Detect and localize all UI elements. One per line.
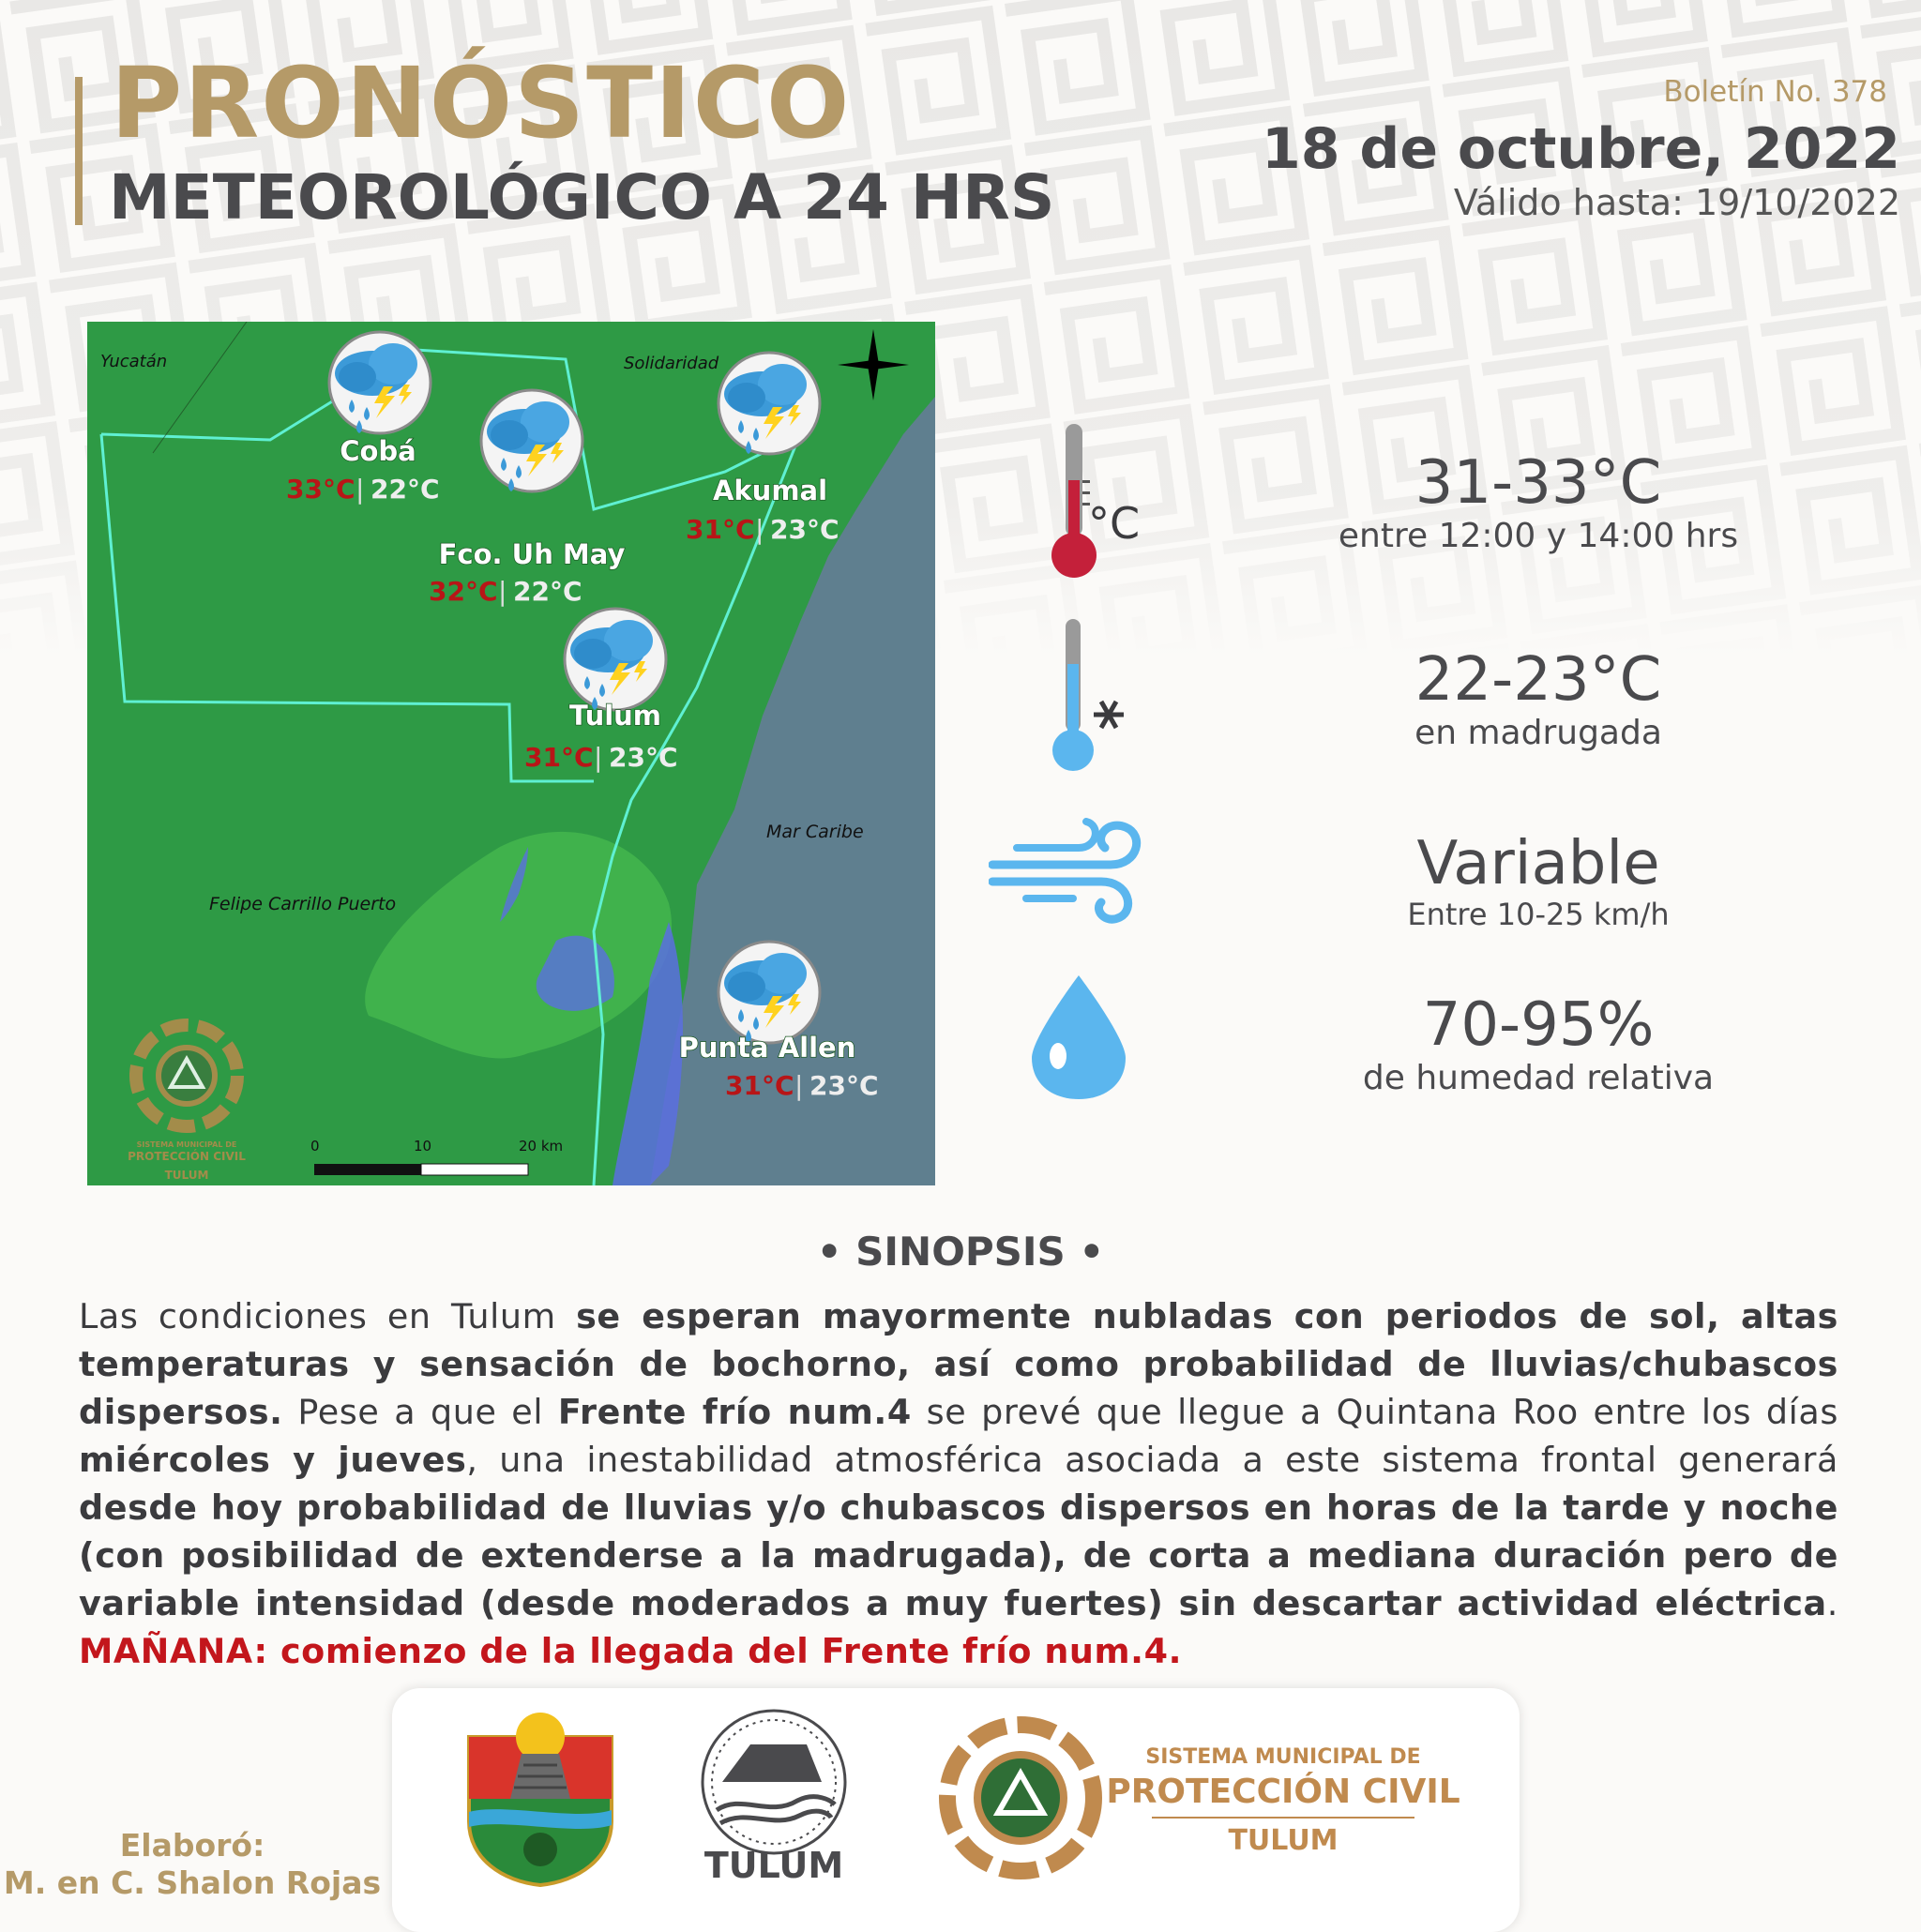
humidity-value: 70-95% [1422,990,1655,1060]
bulletin-number: Boletín No. 378 [1663,75,1887,109]
min-temp-detail: en madrugada [1414,714,1662,753]
label-yucatan: Yucatán [100,352,168,371]
svg-text:32°C: 32°C [429,576,498,607]
water-drop-icon [1022,972,1135,1103]
logos-panel [392,1688,1520,1932]
svg-text:|: | [498,576,507,607]
min-temp-value: 22-23°C [1414,645,1662,715]
wind-stat [1285,831,1792,933]
quintana-roo-coat-of-arms-logo [465,1709,615,1887]
svg-text:31°C: 31°C [725,1070,794,1101]
credit-name: M. en C. Shalon Rojas [3,1864,382,1901]
credit [0,1827,385,1902]
svg-text:23°C: 23°C [609,742,678,773]
max-temp-detail: entre 12:00 y 14:00 hrs [1338,517,1739,556]
label-mar-caribe: Mar Caribe [766,822,864,842]
svg-text:23°C: 23°C [770,514,839,545]
svg-text:TULUM: TULUM [164,1169,209,1182]
svg-text:|: | [755,514,764,545]
sinopsis-text: Las condiciones en Tulum se esperan mayormente nubladas con periodos de sol, altas temperaturas y sensación de bochorno, así como probabilidad de lluvias/chubascos dispersos. Pese a que el Frente frío num.4 se prevé que llegue a Quintana Roo entre los días miércoles y jueves, una inestabilidad atmosférica asociada a este sistema frontal generará desde hoy probabilidad de lluvias y/o chubascos dispersos en horas de la tarde y noche (con posibilidad de extenderse a la madrugada), de corta a mediana duración pero de variable intensidad (desde moderados a muy fuertes) sin descartar actividad eléctrica. MAÑANA: comienzo de la llegada del Frente frío num.4. [79,1296,1839,1671]
svg-text:Tulum: Tulum [568,700,662,732]
svg-text:Punta Allen: Punta Allen [678,1032,856,1064]
thermometer-hot-icon [1032,424,1144,583]
max-temp-stat [1285,450,1792,557]
svg-text:31°C: 31°C [524,742,594,773]
svg-text:PROTECCIÓN CIVIL: PROTECCIÓN CIVIL [1106,1773,1460,1811]
svg-text:|: | [794,1070,804,1101]
svg-text:|: | [355,474,365,505]
page-title: PRONÓSTICO [111,46,852,160]
title-accent-bar [75,77,83,225]
label-felipe-carrillo: Felipe Carrillo Puerto [209,894,397,914]
svg-text:PROTECCIÓN CIVIL: PROTECCIÓN CIVIL [128,1150,246,1163]
proteccion-civil-tulum-logo [936,1709,1461,1887]
svg-text:Akumal: Akumal [712,475,828,506]
svg-text:31°C: 31°C [686,514,755,545]
svg-text:0: 0 [310,1138,320,1155]
page-subtitle: METEOROLÓGICO A 24 HRS [109,161,1055,234]
sinopsis-alert: MAÑANA: comienzo de la llegada del Frente frío num.4. [79,1631,1183,1671]
humidity-detail: de humedad relativa [1362,1059,1715,1098]
svg-text:22°C: 22°C [371,474,440,505]
humidity-stat [1285,992,1792,1099]
label-solidaridad: Solidaridad [624,354,719,373]
svg-text:23°C: 23°C [809,1070,879,1101]
svg-text:Cobá: Cobá [340,435,416,467]
sinopsis-title: • SINOPSIS • [816,1229,1105,1275]
svg-text:10: 10 [414,1138,432,1155]
bulletin-date: 18 de octubre, 2022 [1261,116,1900,182]
tulum-municipality-logo [694,1707,854,1885]
wind-value: Variable [1416,829,1660,898]
svg-text:TULUM: TULUM [1228,1824,1339,1857]
min-temp-stat [1285,647,1792,754]
thermometer-cold-icon [1032,619,1144,778]
wind-icon [989,816,1157,928]
svg-text:33°C: 33°C [286,474,355,505]
forecast-map [87,322,935,1185]
svg-text:SISTEMA MUNICIPAL DE: SISTEMA MUNICIPAL DE [1145,1745,1421,1769]
svg-text:SISTEMA MUNICIPAL DE: SISTEMA MUNICIPAL DE [136,1140,237,1149]
svg-text:22°C: 22°C [513,576,582,607]
svg-text:TULUM: TULUM [703,1845,844,1885]
max-temp-value: 31-33°C [1414,448,1662,518]
credit-label: Elaboró: [119,1827,265,1864]
svg-text:Fco. Uh May: Fco. Uh May [438,538,626,570]
svg-text:°C: °C [1088,498,1141,549]
svg-text:20 km: 20 km [519,1138,564,1155]
svg-text:|: | [594,742,603,773]
valid-until: Válido hasta: 19/10/2022 [1453,182,1900,223]
wind-detail: Entre 10-25 km/h [1407,897,1670,933]
